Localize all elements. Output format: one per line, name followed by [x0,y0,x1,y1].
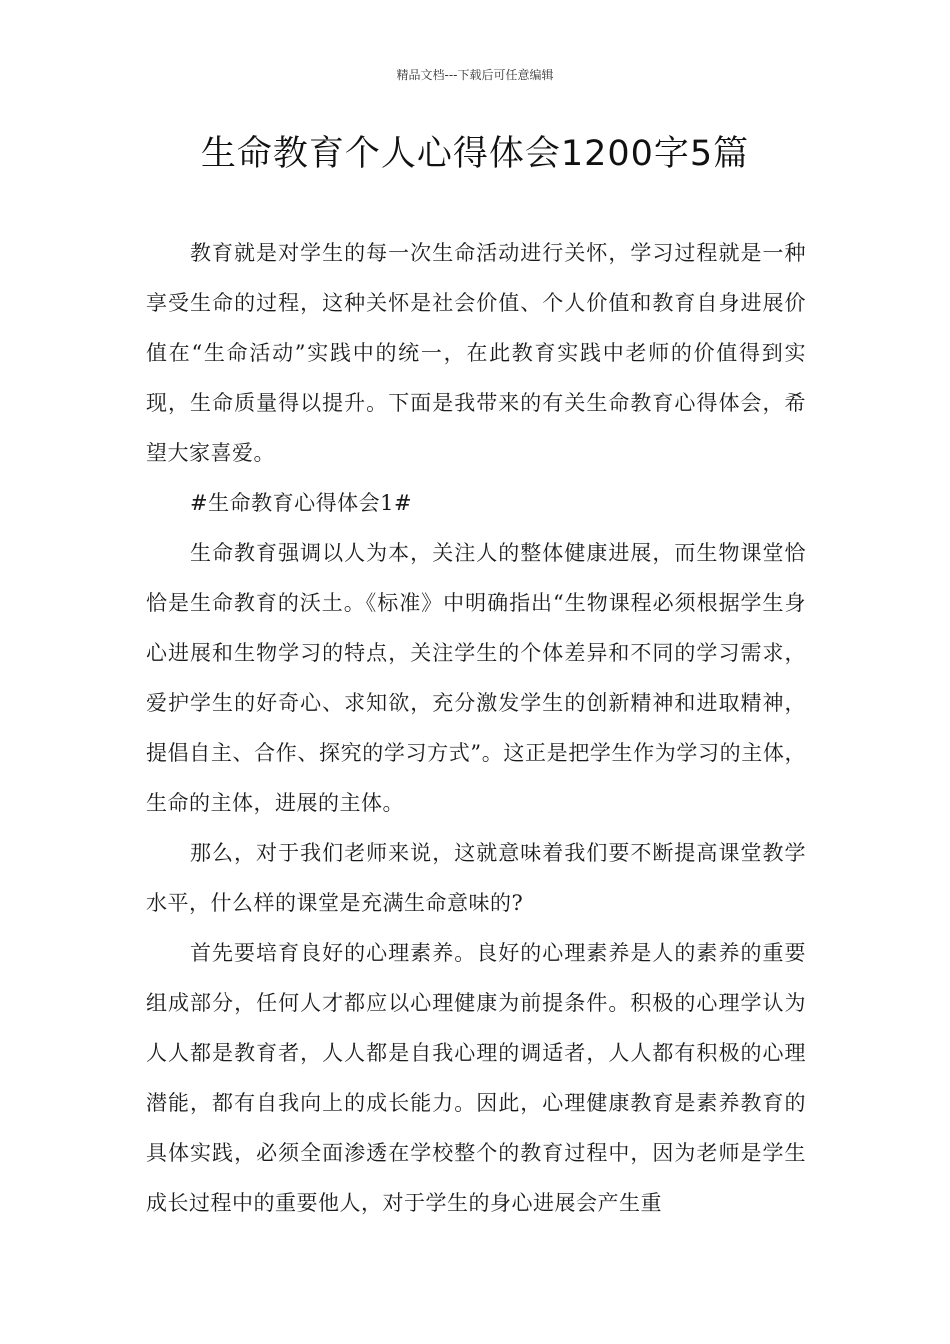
header-note: 精品文档---下载后可任意编辑 [396,68,554,82]
paragraph: 生命教育强调以人为本，关注人的整体健康进展，而生物课堂恰恰是生命教育的沃土。《标准》中明确指出“生物课程必须根据学生身心进展和生物学习的特点，关注学生的个体差异和不同的学习需求，爱护学生的好奇心、求知欲，充分激发学生的创新精神和进取精神，提倡自主、合作、探究的学习方式”。这正是把学生作为学习的主体，生命的主体，进展的主体。 [146,541,806,815]
paragraph-intro: 教育就是对学生的每一次生命活动进行关怀，学习过程就是一种享受生命的过程，这种关怀是社会价值、个人价值和教育自身进展价值在“生命活动”实践中的统一，在此教育实践中老师的价值得到实现，生命质量得以提升。下面是我带来的有关生命教育心得体会，希望大家喜爱。 [146,241,806,465]
document-body [146,228,806,1228]
section-heading: #生命教育心得体会1# [190,491,413,515]
document-title: 生命教育个人心得体会1200字5篇 [200,134,750,174]
paragraph: 那么，对于我们老师来说，这就意味着我们要不断提高课堂教学水平，什么样的课堂是充满生命意味的? [146,841,806,915]
paragraph: 首先要培育良好的心理素养。良好的心理素养是人的素养的重要组成部分，任何人才都应以心理健康为前提条件。积极的心理学认为人人都是教育者，人人都是自我心理的调适者，人人都有积极的心理潜能，都有自我向上的成长能力。因此，心理健康教育是素养教育的具体实践，必须全面渗透在学校整个的教育过程中，因为老师是学生成长过程中的重要他人，对于学生的身心进展会产生重 [146,941,806,1215]
